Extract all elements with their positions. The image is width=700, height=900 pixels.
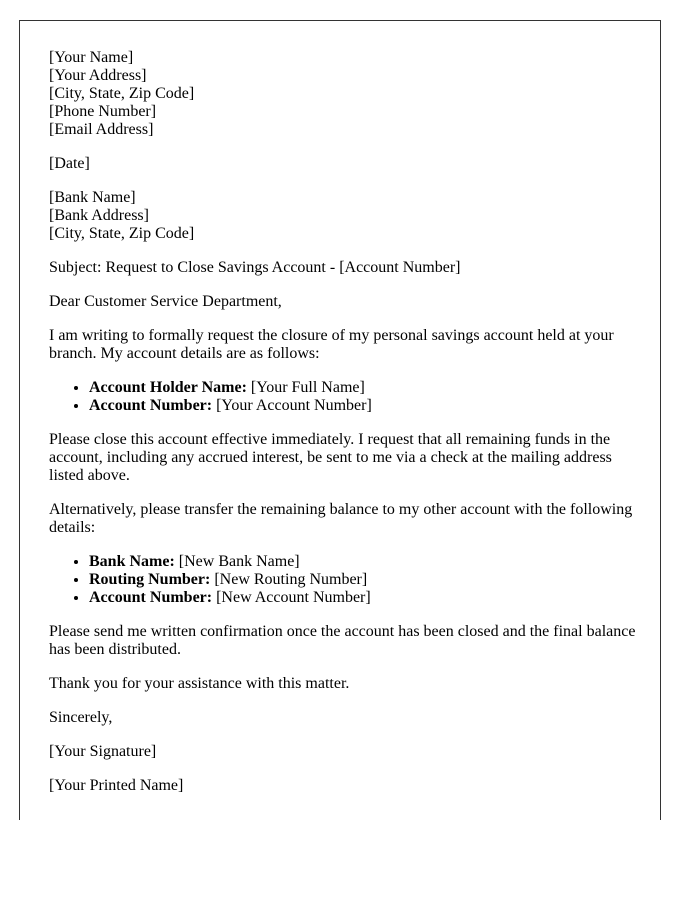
sender-name: [Your Name] xyxy=(49,49,134,66)
sender-block xyxy=(49,49,639,139)
detail-label: Account Holder Name: xyxy=(89,379,247,396)
subject-line: Subject: Request to Close Savings Account - [Account Number] xyxy=(49,259,461,276)
detail-label: Bank Name: xyxy=(89,553,175,570)
recipient-bank-address: [Bank Address] xyxy=(49,207,149,224)
letter-page xyxy=(19,20,661,820)
detail-label: Account Number: xyxy=(89,397,213,414)
signature-line: [Your Signature] xyxy=(49,743,157,760)
transfer-details-list xyxy=(49,553,639,607)
salutation: Dear Customer Service Department, xyxy=(49,293,282,310)
list-item xyxy=(89,379,639,397)
confirmation-paragraph: Please send me written confirmation once the account has been closed and the final balance has been distributed. xyxy=(49,623,636,658)
sender-city-state-zip: [City, State, Zip Code] xyxy=(49,85,195,102)
detail-label: Account Number: xyxy=(89,589,213,606)
intro-paragraph: I am writing to formally request the closure of my personal savings account held at your branch. My account details are as follows: xyxy=(49,327,614,362)
recipient-bank-name: [Bank Name] xyxy=(49,189,136,206)
list-item xyxy=(89,397,639,415)
detail-value: [New Bank Name] xyxy=(174,553,300,570)
recipient-city-state-zip: [City, State, Zip Code] xyxy=(49,225,195,242)
close-paragraph: Please close this account effective immediately. I request that all remaining funds in the account, including any accrued interest, be sent to me via a check at the mailing address listed above. xyxy=(49,431,612,484)
account-details-list xyxy=(49,379,639,415)
list-item xyxy=(89,589,639,607)
sender-email: [Email Address] xyxy=(49,121,154,138)
letter-date: [Date] xyxy=(49,155,90,172)
printed-name-line: [Your Printed Name] xyxy=(49,777,184,794)
list-item xyxy=(89,571,639,589)
sender-address: [Your Address] xyxy=(49,67,147,84)
detail-value: [Your Full Name] xyxy=(246,379,365,396)
closing-line: Sincerely, xyxy=(49,709,113,726)
detail-value: [New Account Number] xyxy=(212,589,371,606)
detail-value: [Your Account Number] xyxy=(212,397,372,414)
letter-content xyxy=(49,49,639,795)
thanks-line: Thank you for your assistance with this matter. xyxy=(49,675,350,692)
alternative-paragraph: Alternatively, please transfer the remaining balance to my other account with the following details: xyxy=(49,501,633,536)
detail-value: [New Routing Number] xyxy=(210,571,368,588)
sender-phone: [Phone Number] xyxy=(49,103,157,120)
detail-label: Routing Number: xyxy=(89,571,211,588)
list-item xyxy=(89,553,639,571)
recipient-block xyxy=(49,189,639,243)
